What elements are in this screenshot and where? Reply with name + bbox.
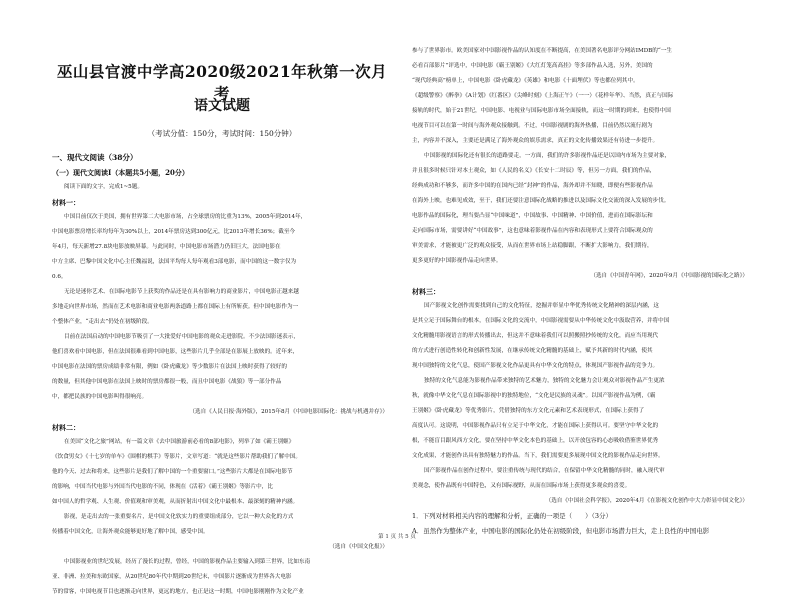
- text-line: 国产影视文化创作需要找到自己的文化特征，挖掘并彰显中华优秀传统文化精神的深层内涵，这: [424, 303, 659, 309]
- text-line: 中方主席、巴黎中国文化中心主任魏福说，法国平均每人每年观看3部电影，而中国的这一数字仅为: [52, 259, 297, 265]
- text-line: 中国目前仅次于美国，拥有世界第二大电影市场，占全球票房的比重为13%，2005年到2014年，: [64, 214, 307, 220]
- exam-subtitle: 语文试题: [194, 98, 250, 114]
- text-line: 在美国“文化之旅”网站，有一篇文章《去中国旅游前必看的8部电影》，列举了如《霸王别姬》: [64, 439, 295, 445]
- text-line: 目前在法国启动的中国电影节吸引了一大批爱好中国电影的观众走进影院。不少法国影迷表示，: [64, 334, 299, 340]
- text-line: 根，不能盲目跟风西方文化，要在坚持中华文化本色的基础上，以开放包容的心态吸收借鉴世界优秀: [412, 438, 659, 444]
- text-line: 个整体产业，“走出去”仍处在初级阶段。: [52, 319, 153, 325]
- text-line: 国产影视作品在创作过程中，要注重传统与现代的结合，在保留中华文化精髓的同时，融入现代审: [424, 468, 665, 474]
- text-line: 亚、非洲、拉美和东欧国家，从20世纪80年代中期到20世纪末，中国影片逐渐成为世界各大电影: [52, 574, 292, 580]
- text-line: 节的常客，中国电视节目也逐渐走向世界，更远的地方，也正是这一时期，中国电影刚刚作为文化产业: [52, 589, 304, 595]
- text-line: 的数量，但其他中国电影在法国上映时的票房都很一般，而且中国电影《战狼》等一部分作品: [52, 379, 282, 385]
- text-line: 的影响，中国当代电影与外国当代电影的不同，体现在《活着》《霸王别姬》等影片中，比: [52, 484, 273, 490]
- text-line: 文化精髓用影视语言的形式传播出去，但这并不意味着我们可以照搬照抄传统的文化，而应当用现代: [412, 333, 659, 339]
- text-line: 审美需求，才能被更广泛的观众接受，从而在世界市场上站稳脚跟，不断扩大影响力，我们期待，: [412, 243, 653, 249]
- text-line: A．虽然作为整体产业，中国电影的国际化仍处在初级阶段，但电影市场潜力巨大，走上良性的中国电影: [412, 527, 710, 535]
- text-line: 一、现代文阅读（38分）: [52, 153, 138, 162]
- text-line: 传播着中国文化，让海外观众能够更好地了解中国，感受中国。: [52, 529, 209, 535]
- text-line: 文化成果，才能创作出具有独特魅力的作品。当下，我们需要更多展现中国文化的影视作品走向世界。: [412, 453, 664, 459]
- text-line: 主，内容并不深入，主要还是满足了海外观众的娱乐需求，真正的文化传播效果还有待进一步提升。: [412, 138, 659, 144]
- text-line: （选自《中国文化报》）: [329, 544, 388, 550]
- text-line: “现代经典高”榜单上，中国电影《卧虎藏龙》《英雄》和电影《十面埋伏》等也都位列其中。: [412, 78, 639, 84]
- text-line: （选自《中国社会科学报》，2020年4月《在影视文化创作中大力彰显中国文化》）: [545, 498, 748, 504]
- text-line: 电影作品的国际化，理当要凸显“中国味道”，中国故事、中国精神、中国价值，进而在国际影坛和: [412, 213, 653, 219]
- text-line: 高度认可。这说明，中国影视作品只有立足于中华文化，才能在国际上获得认可。要坚守中华文化的: [412, 423, 659, 429]
- text-line: 如中国人的哲学观、人生观、价值观和审美观，从而折射出中国文化中最根本、最深刻的精神内涵。: [52, 499, 299, 505]
- text-line: 年4月，每天新增27.8块电影放映屏幕。与此同时，中国电影市场潜力仍旧巨大，法国电影在: [52, 244, 281, 250]
- text-line: 中，都把民族的中国电影叫得很响亮。: [52, 394, 148, 400]
- text-line: 0.6。: [52, 274, 67, 280]
- text-line: 美观念，使作品既有中国特色，又有国际视野，从而在国际市场上获得更多观众的喜爱。: [412, 483, 631, 489]
- text-line: 材料一：: [52, 198, 80, 207]
- text-line: 他们喜欢看中国电影，但在法国很难看到中国电影，这些影片几乎全部是在影展上放映的。近年来，: [52, 349, 299, 355]
- text-line: 并且很多时候只针对本土观众，如《人民的名义》《长安十二时辰》等，但另一方面，我们的作品，: [412, 168, 656, 174]
- text-line: 无论是迷你艺术、在国际电影节上获奖的作品还是在具有影响力的商业影片，中国电影正越来越: [64, 289, 299, 295]
- text-line: 中国影视业的世纪发展，经历了漫长的过程，曾经，中国的影视作品主要输入到第三世界，比如东南: [64, 559, 311, 565]
- text-line: （选自《人民日报·海外版》，2015年8月《中国电影国际化：挑战与机遇并存》）: [189, 409, 388, 415]
- text-line: 影视，是走出去的一张重要名片，是中国文化软实力的重要组成部分，它以一种大众化的方式: [64, 514, 294, 520]
- text-line: 材料二：: [52, 423, 80, 432]
- text-line: 在海外上映，也难见成效，至于，我们还要注意国际化战略的推进以及国际文化交流的深入发展的步伐。: [412, 198, 670, 204]
- text-line: 是其立足于国际舞台的根本，在国际文化的交流中，中国影视需要从中华传统文化中汲取营养，并将中国: [412, 318, 670, 324]
- text-line: 必看百部影片”评选中，中国电影《霸王别姬》《大红灯笼高高挂》等多部作品入选，另外，美国的: [412, 63, 653, 69]
- text-line: 独特的文化气息能为影视作品带来独特的艺术魅力，独特的文化魅力会让观众对影视作品产生更浓: [424, 378, 665, 384]
- text-line: 1．下列对材料相关内容的理解和分析，正确的一项是（ ）（3分）: [412, 512, 613, 520]
- text-line: 经典成功和不够多，而许多中国的在国内已经“封神”的作品，海外却并不知晓，即便有些影视作品: [412, 183, 653, 189]
- text-line: 参与了世界影市。欧美国家对中国影视作品的认知度在不断提高，在美国著名电影评分网站IMDB的“一生: [412, 48, 672, 54]
- text-line: 他的今天、过去和将来，这些影片是我们了解中国的一个重要窗口。”这些影片大都是在国际电影节: [52, 469, 293, 475]
- text-line: 现中国独特的文化气息，使国产影视文化作品更具有中华文化的特点，体现国产影视作品的竞争力。: [412, 363, 659, 369]
- text-line: 多地走向世界市场，然而在艺术电影和商业电影两条道路上都在国际上有所斩获。但中国电影作为一: [52, 304, 299, 310]
- text-line: 更多更好的中国影视作品走向世界。: [412, 258, 502, 264]
- text-line: （选自《中国青年网》，2020年9月《中国影视的国际化之路》）: [590, 273, 748, 279]
- text-line: 中国影视的国际化还有很长的道路要走，一方面，我们的许多影视作品还是以国内市场为主要对象，: [424, 153, 671, 159]
- text-line: 《饮食男女》《十七岁的单车》《围棋的棋手》等影片，文章写道：“就是这些影片帮助我们了解中国。: [52, 454, 301, 460]
- text-line: 材料三：: [412, 287, 440, 296]
- right-text-block: [412, 44, 752, 539]
- text-line: 接轨的时代，始于21世纪，中国电影、电视业与国际电影市场全面接轨，而这一时期的到来，也使得中国: [412, 108, 671, 114]
- text-line: 的方式进行创造性转化和创新性发展，在继承传统文化精髓的基础上，赋予其新的时代内涵，使其: [412, 348, 653, 354]
- text-line: 阅读下面的文字，完成1~5题。: [64, 184, 143, 190]
- text-line: 走向国际市场，需要讲好“中国故事”，这也意味着影视作品在内容和表现形式上要符合国际观众的: [412, 228, 653, 234]
- page-footer: 第 1 页 共 5 页: [378, 534, 416, 540]
- text-line: 王别姬》《卧虎藏龙》等优秀影片，凭借独特的东方文化元素和艺术表现形式，在国际上获得了: [412, 408, 645, 414]
- text-line: 秋，就像中华文化气息在国际影视中的独特地位，“文化是民族的灵魂”。以国产影视作品为例，《霸: [412, 393, 656, 399]
- exam-title: 巫山县官渡中学高2020级2021年秋第一次月考: [56, 62, 388, 103]
- text-line: 中国电影票房增长率均每年为30%以上，2014年票房达到300亿元，比2013年增长36%；截至今: [52, 229, 296, 235]
- text-line: 中国电影在法国的票房成绩非常有限，例如《卧虎藏龙》等少数影片在法国上映时获得了较好的: [52, 364, 287, 370]
- text-line: 《超级警察》《醉拳》《A计划》《红番区》《尖峰时刻》《上海正午》（一一）《花样年华》、当然，真正与国际: [412, 93, 674, 99]
- text-line: 电视节目可以在第一时间与海外观众接触到。不过，中国影视剧的海外热播，目前仍然以流行剧为: [412, 123, 653, 129]
- text-line: （一）现代文阅读Ⅰ（本题共5小题，20分）: [52, 168, 189, 177]
- exam-meta: （考试分值：150分，考试时间：150分钟）: [147, 129, 297, 138]
